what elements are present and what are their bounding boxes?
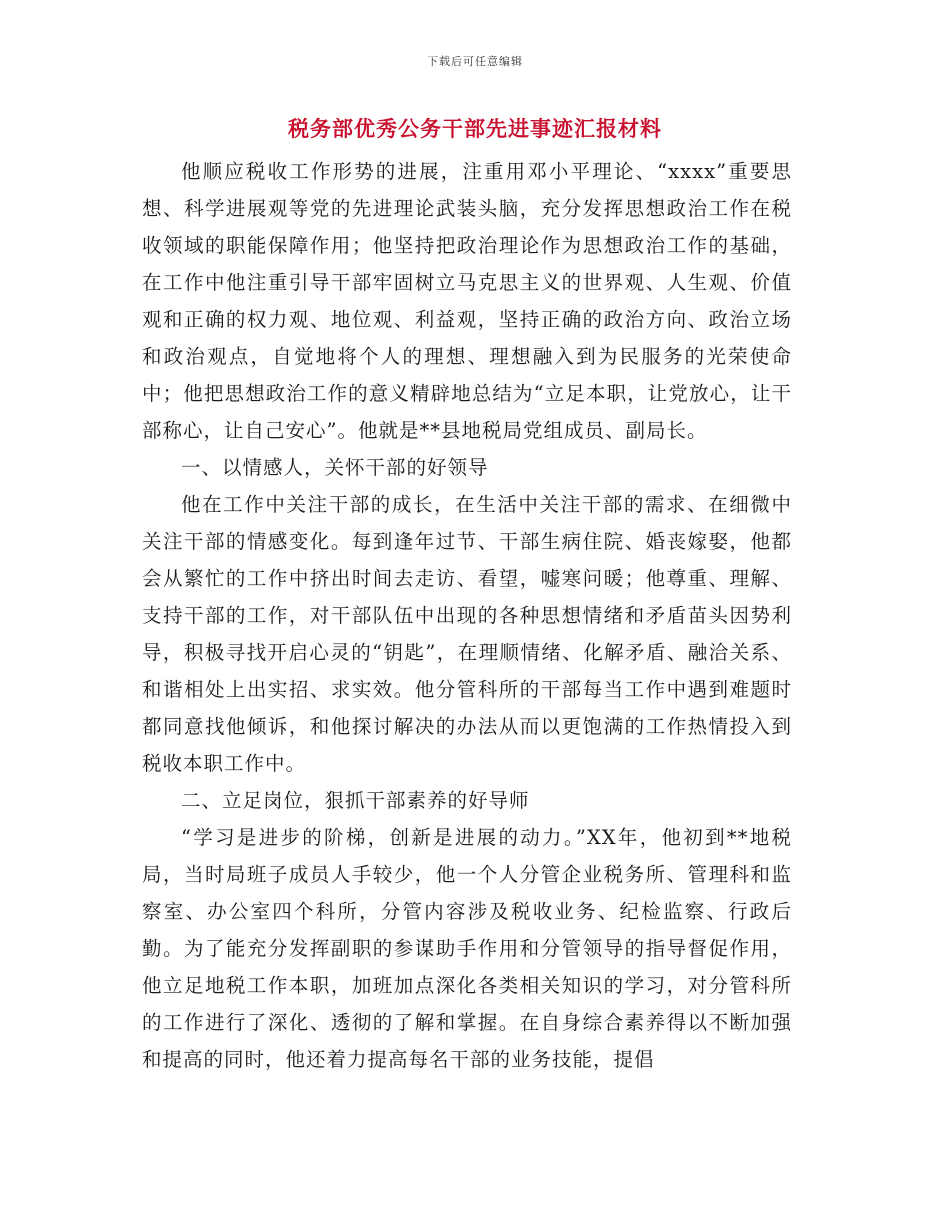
section-heading-2: 二、立足岗位，狠抓干部素养的好导师	[181, 789, 530, 812]
page-header-note: 下载后可任意编辑	[427, 55, 523, 68]
paragraph-section-1: 他在工作中关注干部的成长，在生活中关注干部的需求、在细微中关注干部的情感变化。每到逢年过节、干部生病住院、婚丧嫁娶，他都会从繁忙的工作中挤出时间去走访、看望，嘘寒问暖；他尊重、理解、支持干部的工作，对干部队伍中出现的各种思想情绪和矛盾苗头因势利导，积极寻找开启心灵的“钥匙”，在理顺情绪、化解矛盾、融洽关系、和谐相处上出实招、求实效。他分管科所的干部每当工作中遇到难题时都同意找他倾诉，和他探讨解决的办法从而以更饱满的工作热情投入到税收本职工作中。	[142, 493, 792, 775]
section-heading-1: 一、以情感人，关怀干部的好领导	[181, 456, 489, 479]
paragraph-section-2: “学习是进步的阶梯，创新是进展的动力。”XX年，他初到**地税局，当时局班子成员人手较少，他一个人分管企业税务所、管理科和监察室、办公室四个科所，分管内容涉及税收业务、纪检监察、行政后勤。为了能充分发挥副职的参谋助手作用和分管领导的指导督促作用，他立足地税工作本职，加班加点深化各类相关知识的学习，对分管科所的工作进行了深化、透彻的了解和掌握。在自身综合素养得以不断加强和提高的同时，他还着力提高每名干部的业务技能，提倡	[142, 826, 792, 1071]
paragraph-intro: 他顺应税收工作形势的进展，注重用邓小平理论、“xxxx”重要思想、科学进展观等党的先进理论武装头脑，充分发挥思想政治工作在税收领域的职能保障作用；他坚持把政治理论作为思想政治工作的基础，在工作中他注重引导干部牢固树立马克思主义的世界观、人生观、价值观和正确的权力观、地位观、利益观，坚持正确的政治方向、政治立场和政治观点，自觉地将个人的理想、理想融入到为民服务的光荣使命中；他把思想政治工作的意义精辟地总结为“立足本职，让党放心，让干部称心，让自己安心”。他就是**县地税局党组成员、副局长。	[142, 160, 792, 442]
document-title: 税务部优秀公务干部先进事迹汇报材料	[288, 116, 662, 141]
document-body	[142, 153, 792, 1078]
